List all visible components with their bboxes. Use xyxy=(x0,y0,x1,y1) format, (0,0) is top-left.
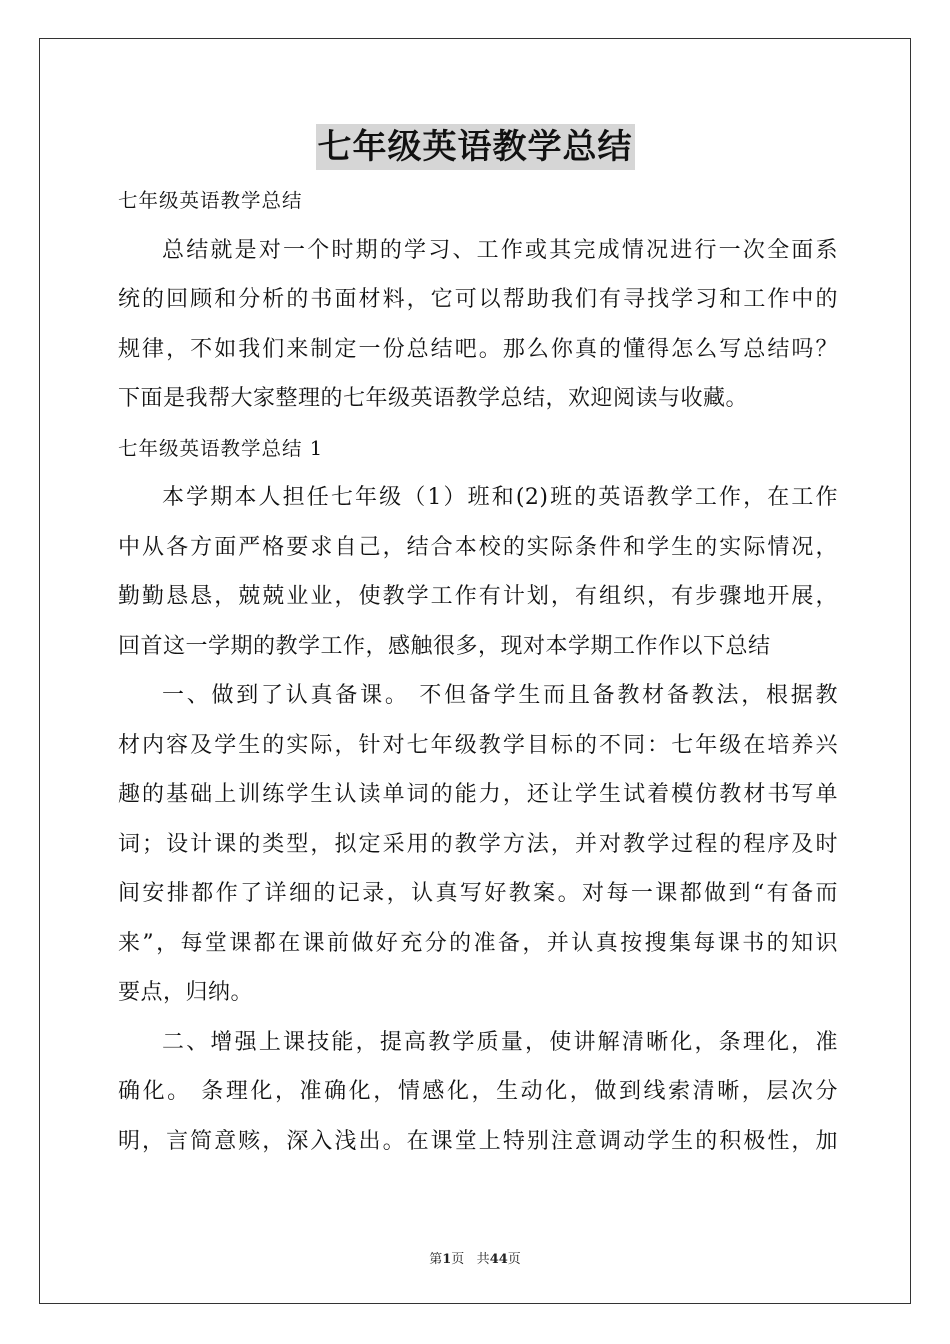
text-line: 下面是我帮大家整理的七年级英语教学总结，欢迎阅读与收藏。 xyxy=(118,386,749,411)
text-line: 确化。 条理化，准确化，情感化，生动化，做到线索清晰，层次分 xyxy=(118,1079,838,1104)
total-pages: 44 xyxy=(489,1252,508,1267)
page-footer xyxy=(0,1248,950,1267)
text-line: 材内容及学生的实际，针对七年级教学目标的不同：七年级在培养兴 xyxy=(118,732,838,758)
total-suffix: 页 xyxy=(507,1252,521,1267)
total-prefix: 共 xyxy=(476,1252,490,1267)
text-line: 本学期本人担任七年级（1）班和(2)班的英语教学工作，在工作 xyxy=(162,485,838,510)
text-line: 统的回顾和分析的书面材料，它可以帮助我们有寻找学习和工作中的 xyxy=(118,287,838,312)
text-line: 规律，不如我们来制定一份总结吧。那么你真的懂得怎么写总结吗？ xyxy=(118,336,838,362)
text-line: 间安排都作了详细的记录，认真写好教案。对每一课都做到“有备而 xyxy=(118,881,838,906)
title-container xyxy=(0,124,950,170)
page-prefix: 第 xyxy=(429,1252,443,1267)
text-line: 趣的基础上训练学生认读单词的能力，还让学生试着模仿教材书写单 xyxy=(118,782,838,807)
page-number: 1 xyxy=(442,1252,452,1267)
text-line: 要点，归纳。 xyxy=(118,980,254,1005)
text-line: 勤勤恳恳，兢兢业业，使教学工作有计划，有组织，有步骤地开展， xyxy=(118,584,838,609)
document-body xyxy=(118,176,838,1166)
text-line: 二、增强上课技能，提高教学质量，使讲解清晰化，条理化，准 xyxy=(162,1029,838,1055)
text-line: 七年级英语教学总结 1 xyxy=(118,436,324,460)
text-line: 一、做到了认真备课。 不但备学生而且备教材备教法，根据教 xyxy=(162,683,838,708)
text-line: 明，言简意赅，深入浅出。在课堂上特别注意调动学生的积极性，加 xyxy=(118,1128,838,1154)
page-suffix: 页 xyxy=(451,1252,465,1267)
text-line: 回首这一学期的教学工作，感触很多，现对本学期工作作以下总结 xyxy=(118,633,771,659)
document-title: 七年级英语教学总结 xyxy=(316,124,635,170)
text-line: 词；设计课的类型，拟定采用的教学方法，并对教学过程的程序及时 xyxy=(118,831,838,857)
text-line: 中从各方面严格要求自己，结合本校的实际条件和学生的实际情况， xyxy=(118,534,838,560)
text-line: 七年级英语教学总结 xyxy=(118,189,303,212)
text-line: 总结就是对一个时期的学习、工作或其完成情况进行一次全面系 xyxy=(162,237,838,263)
text-line: 来”，每堂课都在课前做好充分的准备，并认真按搜集每课书的知识 xyxy=(118,930,838,956)
